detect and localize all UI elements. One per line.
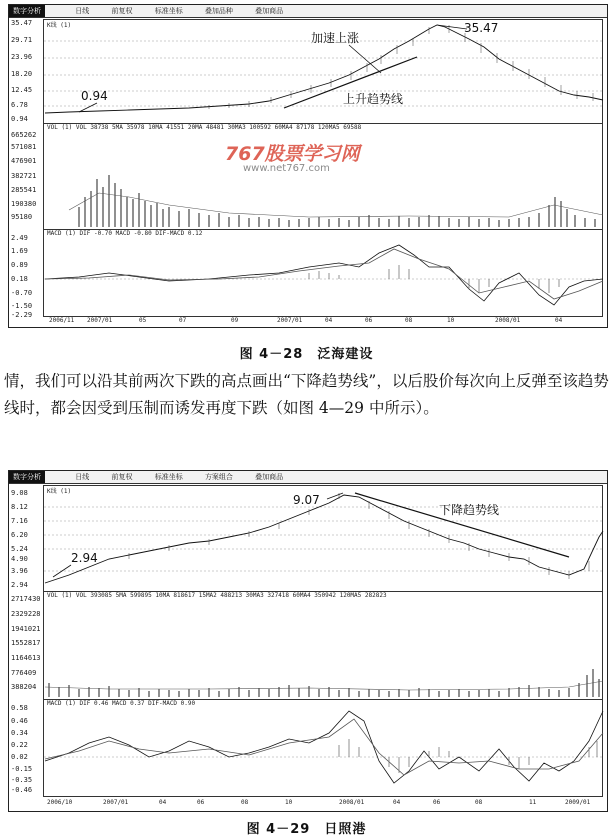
price-axis-label: 35.47	[11, 19, 33, 27]
volume-axis-label: 2329228	[11, 610, 41, 618]
price-axis-label: 3.96	[11, 567, 28, 575]
price-axis-label: 6.78	[11, 101, 28, 109]
menu-item-daily[interactable]: 日线	[75, 7, 90, 15]
price-axis-label: 8.12	[11, 503, 28, 511]
x-axis-label: 08	[475, 799, 483, 806]
macd-axis-label: -0.46	[11, 786, 33, 794]
x-axis-label: 08	[241, 799, 249, 806]
app-logo: 数字分析	[9, 5, 45, 17]
figure-1-caption: 图 4－28 泛海建设	[239, 347, 374, 362]
annotation-high: 35.47	[464, 21, 499, 35]
price-info: K线 (1)	[47, 22, 72, 29]
macd-axis-label: 0.58	[11, 704, 28, 712]
volume-axis-label: 1552817	[11, 639, 41, 647]
price-axis-label: 29.71	[11, 36, 33, 44]
x-axis-label: 2007/01	[87, 317, 113, 324]
annotation-uptrend: 上升趋势线	[343, 92, 404, 106]
price-axis-label: 5.24	[11, 545, 28, 553]
x-axis-label: 2007/01	[103, 799, 129, 806]
volume-axis-label: 665262	[11, 131, 37, 139]
price-axis-label: 0.94	[11, 115, 28, 123]
macd-axis-label: 0.34	[11, 729, 28, 737]
price-axis-label: 23.96	[11, 53, 33, 61]
macd-axis-label: 0.46	[11, 717, 28, 725]
volume-info: VOL (1) VOL 393085 5MA 599895 10MA 818617 15MA2 488213 30MA3 327418 60MA4 350942 120MA5 282823	[47, 592, 387, 599]
menu-item-adjust[interactable]: 前复权	[111, 7, 133, 15]
menu-item-overlay[interactable]: 叠加品种	[204, 7, 233, 15]
macd-axis-label: -0.15	[11, 765, 33, 773]
menu-item-coord[interactable]: 标准坐标	[154, 473, 183, 481]
menu-item-daily[interactable]: 日线	[75, 473, 90, 481]
volume-axis-label: 1941021	[11, 625, 41, 633]
price-axis-label: 12.45	[11, 86, 33, 94]
price-axis-label: 7.16	[11, 517, 28, 525]
macd-axis-label: 0.89	[11, 261, 28, 269]
volume-axis-label: 476901	[11, 157, 37, 165]
x-axis-label: 04	[555, 317, 563, 324]
annotation-low: 2.94	[71, 551, 98, 565]
macd-axis-label: -1.50	[11, 302, 33, 310]
x-axis-label: 06	[433, 799, 441, 806]
price-axis-label: 9.08	[11, 489, 28, 497]
price-axis-label: 4.90	[11, 555, 28, 563]
x-axis-label: 06	[365, 317, 373, 324]
x-axis-label: 05	[139, 317, 147, 324]
price-axis-label: 2.94	[11, 581, 28, 589]
menu-item-adjust[interactable]: 前复权	[111, 473, 133, 481]
watermark-url: www.net767.com	[243, 163, 330, 174]
menu-item-scheme[interactable]: 方案组合	[204, 473, 233, 481]
x-axis-label: 2009/01	[565, 799, 591, 806]
macd-lines-2	[9, 471, 607, 811]
x-axis-label: 10	[285, 799, 293, 806]
x-axis-label: 06	[197, 799, 205, 806]
chart-figure-2	[8, 470, 608, 812]
x-axis-label: 2006/10	[47, 799, 73, 806]
x-axis-label: 2008/01	[495, 317, 521, 324]
menu-item-goods[interactable]: 叠加商品	[255, 7, 284, 15]
x-axis-label: 2007/01	[277, 317, 303, 324]
volume-info: VOL (1) VOL 38738 5MA 35978 10MA 41551 20MA 48481 30MA3 100592 60MA4 87178 120MA5 69588	[47, 124, 362, 131]
volume-axis-label: 571081	[11, 143, 37, 151]
menu-item-goods[interactable]: 叠加商品	[255, 473, 284, 481]
x-axis-label: 09	[231, 317, 239, 324]
x-axis-label: 2006/11	[49, 317, 75, 324]
volume-axis-label: 285541	[11, 186, 37, 194]
volume-axis-label: 382721	[11, 172, 37, 180]
watermark-title: 767股票学习网	[225, 143, 360, 165]
annotation-low: 0.94	[81, 89, 108, 103]
price-axis-label: 18.20	[11, 70, 33, 78]
macd-axis-label: -0.35	[11, 776, 33, 784]
macd-axis-label: 0.22	[11, 741, 28, 749]
menu-item-coord[interactable]: 标准坐标	[154, 7, 183, 15]
x-axis-label: 04	[159, 799, 167, 806]
x-axis-label: 10	[447, 317, 455, 324]
chart-figure-1	[8, 4, 608, 328]
macd-axis-label: 0.18	[11, 275, 28, 283]
volume-axis-label: 776409	[11, 669, 37, 677]
macd-info: MACD (1) DIF 0.46 MACD 0.37 DIF-MACD 0.90	[47, 700, 196, 707]
volume-axis-label: 190380	[11, 200, 37, 208]
macd-axis-label: 1.69	[11, 247, 28, 255]
volume-axis-label: 95180	[11, 213, 33, 221]
price-axis-label: 6.20	[11, 531, 28, 539]
x-axis-label: 04	[393, 799, 401, 806]
figure-2-caption: 图 4－29 日照港	[246, 822, 367, 837]
macd-axis-label: 2.49	[11, 234, 28, 242]
annotation-downtrend: 下降趋势线	[439, 503, 500, 517]
x-axis-label: 04	[325, 317, 333, 324]
price-info: K线 (1)	[47, 488, 72, 495]
body-paragraph: 情，我们可以沿其前两次下跌的高点画出“下降趋势线”，以后股价每次向上反弹至该趋势线时，都会因受到压制而诱发再度下跌（如图 4—29 中所示）。	[4, 372, 609, 417]
x-axis-label: 08	[405, 317, 413, 324]
macd-axis-label: -0.70	[11, 289, 33, 297]
annotation-accelerate: 加速上涨	[311, 31, 360, 45]
annotation-high: 9.07	[293, 493, 320, 507]
macd-axis-label: -2.29	[11, 311, 33, 319]
macd-lines-1	[9, 5, 607, 327]
macd-info: MACD (1) DIF -0.70 MACD -0.80 DIF-MACD 0.12	[47, 230, 203, 237]
macd-axis-label: 0.02	[11, 753, 28, 761]
volume-axis-label: 388204	[11, 683, 37, 691]
volume-axis-label: 1164613	[11, 654, 41, 662]
volume-axis-label: 2717430	[11, 595, 41, 603]
app-logo: 数字分析	[9, 471, 45, 483]
x-axis-label: 2008/01	[339, 799, 365, 806]
x-axis-label: 11	[529, 799, 537, 806]
x-axis-label: 07	[179, 317, 187, 324]
